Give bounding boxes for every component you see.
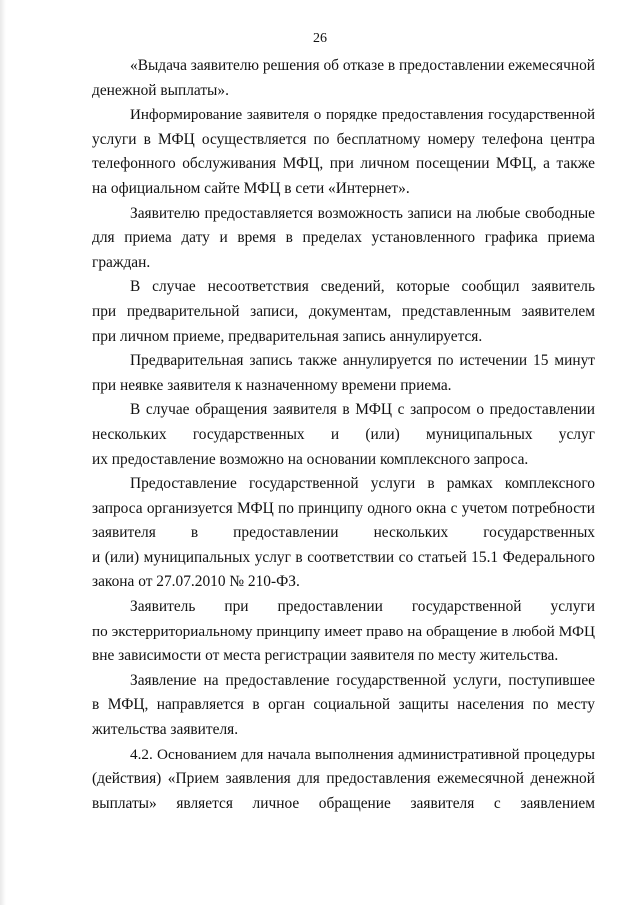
text-line: для приема дату и время в пределах установленного графика приема	[92, 229, 595, 247]
text-line: «Выдача заявителю решения об отказе в предоставлении ежемесячной	[130, 57, 596, 74]
text-line: закона от 27.07.2010 № 210-ФЗ.	[92, 573, 300, 591]
paragraph	[92, 202, 595, 276]
text-line: Заявителю предоставляется возможность записи на любые свободные	[130, 204, 595, 222]
text-line: их предоставление возможно на основании комплексного запроса.	[92, 450, 529, 468]
text-line: 4.2. Основанием для начала выполнения административной процедуры	[130, 745, 595, 763]
text-line: при личном приеме, предварительная запись аннулируется.	[92, 327, 483, 345]
text-line: Предоставление государственной услуги в рамках комплексного	[130, 475, 595, 493]
paragraph	[92, 275, 595, 349]
paragraph	[92, 472, 595, 595]
paragraph	[92, 398, 595, 472]
paragraph	[92, 669, 595, 743]
text-line: нескольких государственных и (или) муниципальных услуг	[92, 425, 595, 443]
paragraph	[92, 103, 595, 201]
text-line: и (или) муниципальных услуг в соответствии со статьей 15.1 Федерального	[92, 548, 595, 566]
paragraph	[92, 349, 595, 398]
text-line: по экстерриториальному принципу имеет право на обращение в любой МФЦ	[92, 622, 595, 640]
text-line: жительства заявителя.	[92, 721, 239, 739]
text-line: В случае обращения заявителя в МФЦ с запросом о предоставлении	[130, 401, 595, 419]
text-line: вне зависимости от места регистрации заявителя по месту жительства.	[92, 647, 559, 665]
text-line: при предварительной записи, документам, представленным заявителем	[92, 302, 595, 320]
text-line: Заявление на предоставление государственной услуги, поступившее	[130, 671, 595, 689]
text-line: услуги в МФЦ осуществляется по бесплатному номеру телефона центра	[92, 130, 595, 148]
paragraph	[92, 595, 595, 669]
scan-edge	[0, 0, 6, 905]
text-line: Заявитель при предоставлении государственной услуги	[130, 598, 595, 616]
page-number: 26	[313, 31, 327, 46]
text-line: (действия) «Прием заявления для предоставления ежемесячной денежной	[92, 770, 595, 788]
text-line: заявителя в предоставлении нескольких государственных	[92, 524, 595, 542]
text-line: В случае несоответствия сведений, которые сообщил заявитель	[130, 278, 595, 296]
text-line: Предварительная запись также аннулируется по истечении 15 минут	[130, 352, 595, 370]
text-line: запроса организуется МФЦ по принципу одного окна с учетом потребности	[92, 499, 595, 517]
paragraph	[92, 54, 595, 103]
text-line: граждан.	[92, 253, 151, 271]
text-line: телефонного обслуживания МФЦ, при личном посещении МФЦ, а также	[92, 155, 595, 173]
text-line: денежной выплаты».	[92, 81, 229, 99]
document-body	[92, 54, 595, 816]
text-line: при неявке заявителя к назначенному времени приема.	[92, 376, 452, 394]
paragraph	[92, 743, 595, 817]
text-line: выплаты» является личное обращение заявителя с заявлением	[92, 794, 595, 812]
text-line: на официальном сайте МФЦ в сети «Интернет».	[92, 179, 410, 197]
text-line: Информирование заявителя о порядке предоставления государственной	[130, 107, 595, 124]
text-line: в МФЦ, направляется в орган социальной защиты населения по месту	[92, 696, 595, 714]
